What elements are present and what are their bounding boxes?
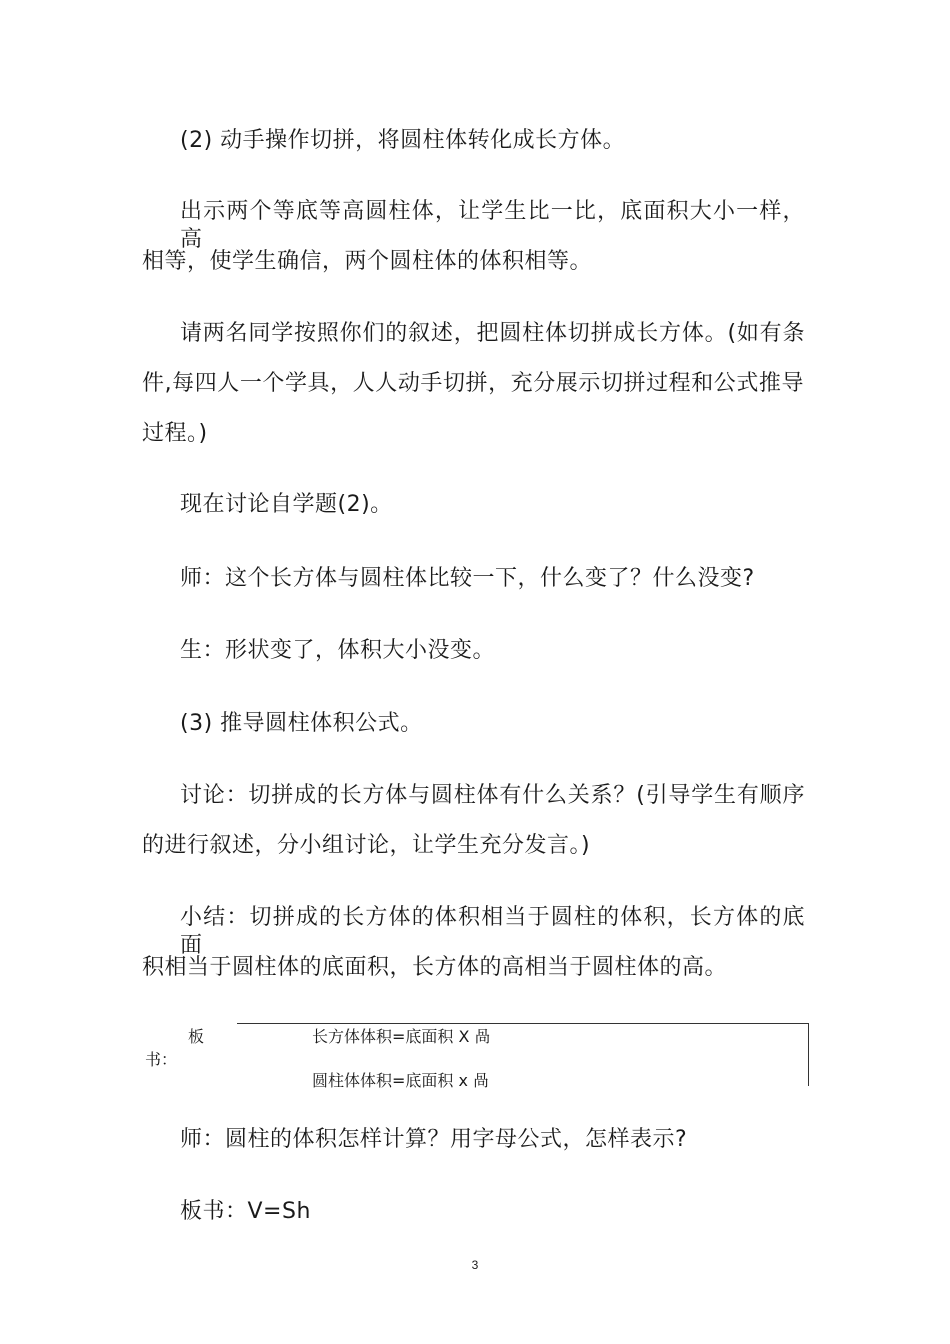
paragraph-cut-assemble-line2: 件,每四人一个学具，人人动手切拼，充分展示切拼过程和公式推导 [142, 371, 804, 396]
board-formula-cuboid: 长方体体积=底面积 X 咼 [312, 1027, 491, 1046]
paragraph-step-2: (2) 动手操作切拼，将圆柱体转化成长方体。 [180, 128, 626, 153]
paragraph-summary-line1: 小结：切拼成的长方体的体积相当于圆柱的体积，长方体的底面 [180, 905, 805, 958]
board-right-rule [808, 1023, 809, 1086]
paragraph-student-answer: 生：形状变了，体积大小没变。 [180, 638, 496, 663]
paragraph-cut-assemble-line1: 请两名同学按照你们的叙述，把圆柱体切拼成长方体。(如有条 [180, 321, 805, 346]
board-top-rule [237, 1023, 809, 1024]
paragraph-discuss-question: 现在讨论自学题(2)。 [180, 492, 393, 517]
paragraph-discussion-line2: 的进行叙述，分小组讨论，让学生充分发言。) [142, 833, 591, 858]
board-formula-cylinder: 圆柱体体积=底面积 x 咼 [312, 1071, 490, 1090]
paragraph-show-cylinders-line2: 相等，使学生确信，两个圆柱体的体积相等。 [142, 249, 593, 274]
paragraph-cut-assemble-line3: 过程。) [142, 421, 208, 446]
board-label-top: 板 [188, 1027, 205, 1046]
paragraph-show-cylinders-line1: 出示两个等底等高圆柱体，让学生比一比，底面积大小一样，高 [180, 199, 805, 252]
paragraph-step-3: (3) 推导圆柱体积公式。 [180, 711, 423, 736]
paragraph-discussion-line1: 讨论：切拼成的长方体与圆柱体有什么关系？(引导学生有顺序 [180, 783, 805, 808]
paragraph-summary-line2: 积相当于圆柱体的底面积，长方体的高相当于圆柱体的高。 [142, 955, 728, 980]
paragraph-teacher-question: 师：这个长方体与圆柱体比较一下，什么变了？什么没变? [180, 566, 755, 591]
paragraph-board-formula: 板书：V=Sh [180, 1199, 311, 1224]
board-label-bottom: 书： [145, 1050, 178, 1069]
page-number: 3 [471, 1258, 479, 1272]
paragraph-teacher-formula-question: 师：圆柱的体积怎样计算？用字母公式，怎样表示? [180, 1127, 688, 1152]
